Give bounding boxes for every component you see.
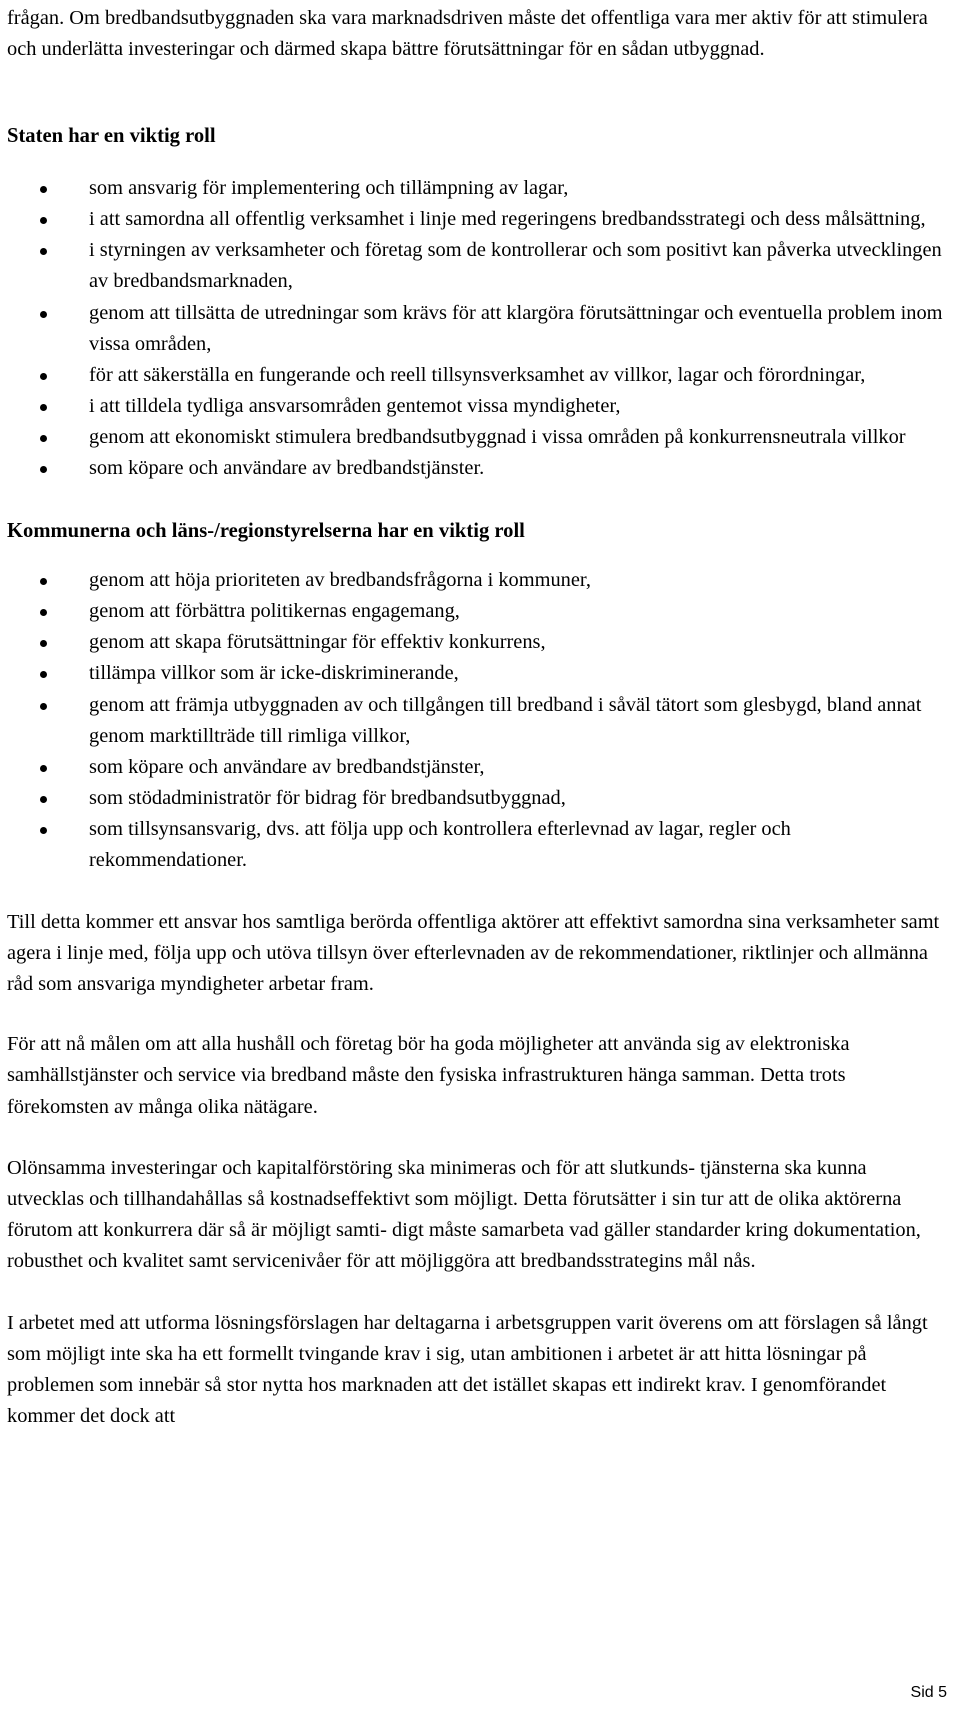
document-page	[7, 0, 943, 1432]
body-paragraph: Till detta kommer ett ansvar hos samtliga berörda offentliga aktörer att effektivt samordna sina verksamheter samt agera i linje med, följa upp och utöva tillsyn över efterlevnaden av de rekommendationer, riktlinjer och allmänna råd som ansvariga myndigheter arbetar fram.	[7, 911, 940, 996]
list-item: som ansvarig för implementering och tillämpning av lagar,	[7, 173, 943, 204]
list-item: genom att ekonomiskt stimulera bredbandsutbyggnad i vissa områden på konkurrensneutrala villkor	[7, 422, 943, 453]
body-paragraph: I arbetet med att utforma lösningsförslagen har deltagarna i arbetsgruppen varit överens om att förslagen så långt som möjligt inte ska ha ett formellt tvingande krav i sig, utan ambitionen i arbetet är att hitta lösningar på problemen som innebär så stor nytta hos marknaden att det istället skapas ett indirekt krav. I genomförandet kommer det dock att	[7, 1312, 928, 1428]
list-item: som köpare och användare av bredbandstjänster,	[7, 752, 943, 783]
page-number: Sid 5	[910, 1684, 947, 1701]
list-item: genom att främja utbyggnaden av och tillgången till bredband i såväl tätort som glesbygd, bland annat genom marktillträde till rimliga villkor,	[7, 690, 943, 752]
list-item: genom att förbättra politikernas engagemang,	[7, 596, 943, 627]
list-item: som köpare och användare av bredbandstjänster.	[7, 453, 943, 484]
state-roles-list	[7, 173, 943, 484]
list-item: genom att höja prioriteten av bredbandsfrågorna i kommuner,	[7, 565, 943, 596]
list-item: som tillsynsansvarig, dvs. att följa upp och kontrollera efterlevnad av lagar, regler och rekommendationer.	[7, 814, 943, 876]
municipal-roles-list	[7, 565, 943, 876]
list-item: i styrningen av verksamheter och företag som de kontrollerar och som positivt kan påverka utvecklingen av bredbandsmarknaden,	[7, 235, 943, 297]
list-item: genom att skapa förutsättningar för effektiv konkurrens,	[7, 627, 943, 658]
list-item: för att säkerställa en fungerande och reell tillsynsverksamhet av villkor, lagar och förordningar,	[7, 360, 943, 391]
intro-paragraph: frågan. Om bredbandsutbyggnaden ska vara marknadsdriven måste det offentliga vara mer aktiv för att stimulera och underlätta investeringar och därmed skapa bättre förutsättningar för en sådan utbyggnad.	[7, 7, 928, 61]
list-item: genom att tillsätta de utredningar som krävs för att klargöra förutsättningar och eventuella problem inom vissa områden,	[7, 298, 943, 360]
section-heading-municipal: Kommunerna och läns-/regionstyrelserna har en viktig roll	[7, 520, 525, 543]
list-item: tillämpa villkor som är icke-diskriminerande,	[7, 658, 943, 689]
body-paragraph: För att nå målen om att alla hushåll och företag bör ha goda möjligheter att använda sig av elektroniska samhällstjänster och service via bredband måste den fysiska infrastrukturen hänga samman. Detta trots förekomsten av många olika nätägare.	[7, 1033, 850, 1118]
body-paragraph: Olönsamma investeringar och kapitalförstöring ska minimeras och för att slutkunds- tjänsterna ska kunna utvecklas och tillhandahållas så kostnadseffektivt som möjligt. Detta förutsätter i sin tur att de olika aktörerna förutom att konkurrera där så är möjligt samti- digt måste samarbeta vad gäller standarder kring dokumentation, robusthet och kvalitet samt servicenivåer för att möjliggöra att bredbandsstrategins mål nås.	[7, 1156, 921, 1272]
list-item: i att tilldela tydliga ansvarsområden gentemot vissa myndigheter,	[7, 391, 943, 422]
list-item: som stödadministratör för bidrag för bredbandsutbyggnad,	[7, 783, 943, 814]
section-heading-state: Staten har en viktig roll	[7, 125, 216, 148]
list-item: i att samordna all offentlig verksamhet i linje med regeringens bredbandsstrategi och dess målsättning,	[7, 204, 943, 235]
